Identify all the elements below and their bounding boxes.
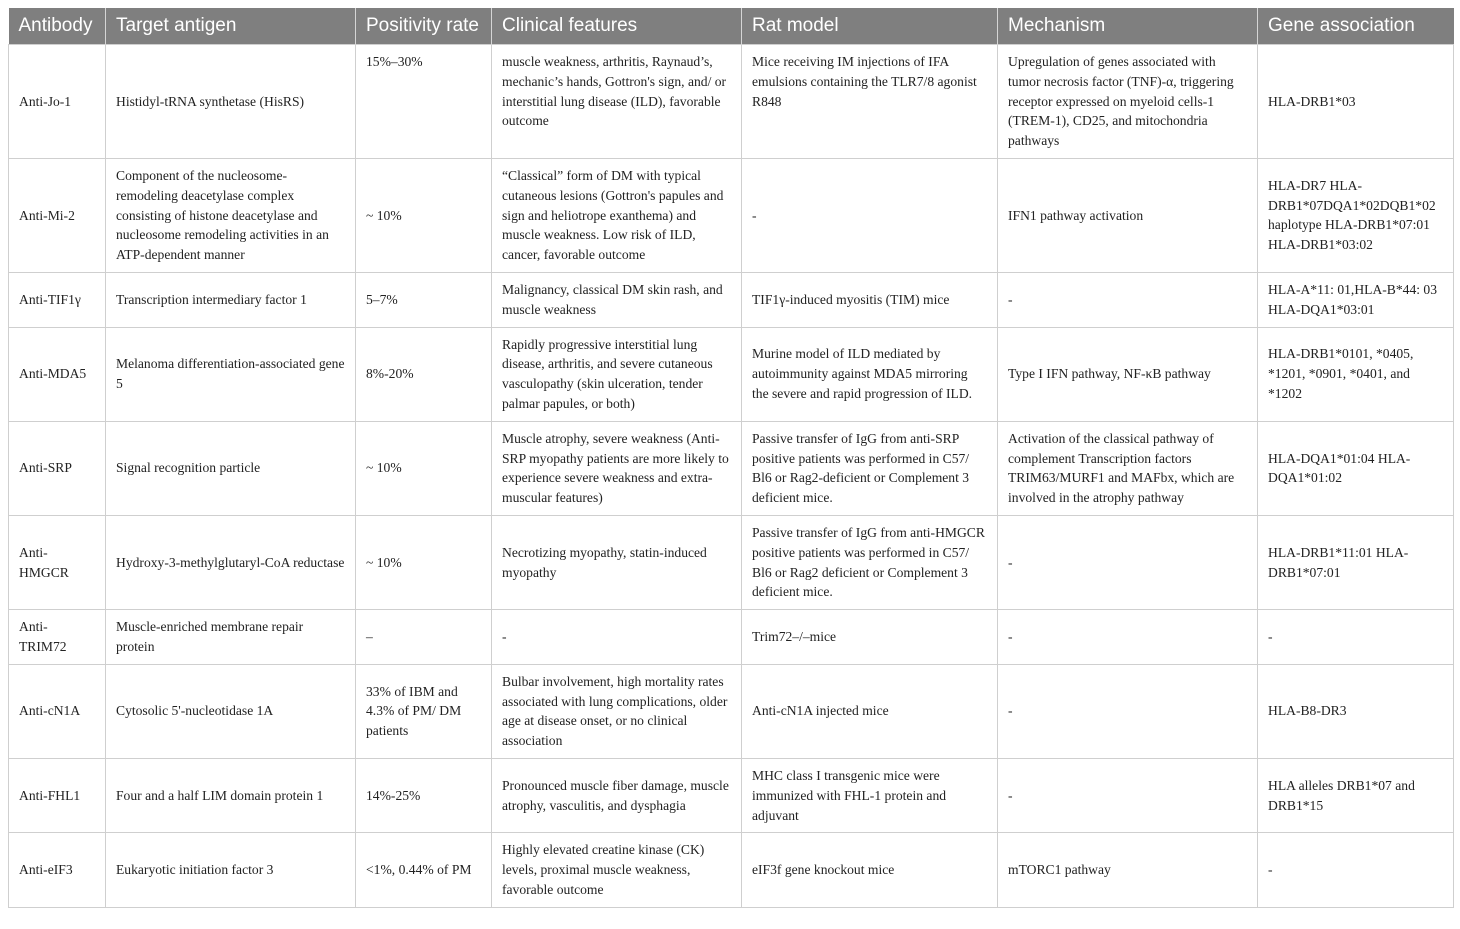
cell-rat-model: Passive transfer of IgG from anti-SRP positive patients was performed in C57/ Bl6 or Rag2-deficient or Complement 3 deficient mice. bbox=[742, 421, 998, 515]
cell-clinical-features: Rapidly progressive interstitial lung disease, arthritis, and severe cutaneous vasculopathy (skin ulceration, tender palmar papules, or both) bbox=[492, 327, 742, 421]
table-row bbox=[9, 833, 1454, 907]
cell-positivity-rate: 8%-20% bbox=[356, 327, 492, 421]
cell-positivity-rate: 5–7% bbox=[356, 272, 492, 327]
cell-gene-association: - bbox=[1258, 610, 1454, 665]
cell-antibody: Anti-SRP bbox=[9, 421, 106, 515]
table-row bbox=[9, 327, 1454, 421]
cell-clinical-features: Bulbar involvement, high mortality rates associated with lung complications, older age at disease onset, or no clinical association bbox=[492, 664, 742, 758]
cell-gene-association: HLA-DRB1*03 bbox=[1258, 45, 1454, 159]
cell-gene-association: - bbox=[1258, 833, 1454, 907]
cell-clinical-features: Highly elevated creatine kinase (CK) levels, proximal muscle weakness, favorable outcome bbox=[492, 833, 742, 907]
table-row bbox=[9, 610, 1454, 665]
cell-positivity-rate: <1%, 0.44% of PM bbox=[356, 833, 492, 907]
cell-antibody: Anti-Jo-1 bbox=[9, 45, 106, 159]
cell-gene-association: HLA-B8-DR3 bbox=[1258, 664, 1454, 758]
table-row bbox=[9, 158, 1454, 272]
cell-positivity-rate: ~ 10% bbox=[356, 158, 492, 272]
cell-target-antigen: Hydroxy-3-methylglutaryl-CoA reductase bbox=[106, 515, 356, 609]
table-row bbox=[9, 664, 1454, 758]
cell-positivity-rate: ~ 10% bbox=[356, 421, 492, 515]
cell-mechanism: - bbox=[998, 272, 1258, 327]
cell-clinical-features: Malignancy, classical DM skin rash, and muscle weakness bbox=[492, 272, 742, 327]
table-row bbox=[9, 45, 1454, 159]
antibody-table bbox=[8, 8, 1454, 908]
cell-positivity-rate: 14%-25% bbox=[356, 758, 492, 832]
cell-positivity-rate: 33% of IBM and 4.3% of PM/ DM patients bbox=[356, 664, 492, 758]
cell-clinical-features: muscle weakness, arthritis, Raynaud’s, mechanic’s hands, Gottron's sign, and/ or interstitial lung disease (ILD), favorable outcome bbox=[492, 45, 742, 159]
header-mechanism: Mechanism bbox=[998, 8, 1258, 45]
header-clinical-features: Clinical features bbox=[492, 8, 742, 45]
cell-gene-association: HLA-DRB1*0101, *0405, *1201, *0901, *0401, and *1202 bbox=[1258, 327, 1454, 421]
cell-gene-association: HLA-DRB1*11:01 HLA-DRB1*07:01 bbox=[1258, 515, 1454, 609]
table-row bbox=[9, 421, 1454, 515]
cell-target-antigen: Histidyl-tRNA synthetase (HisRS) bbox=[106, 45, 356, 159]
cell-rat-model: MHC class I transgenic mice were immunized with FHL-1 protein and adjuvant bbox=[742, 758, 998, 832]
cell-mechanism: mTORC1 pathway bbox=[998, 833, 1258, 907]
antibody-table-container bbox=[8, 8, 1453, 908]
cell-antibody: Anti-FHL1 bbox=[9, 758, 106, 832]
cell-antibody: Anti-eIF3 bbox=[9, 833, 106, 907]
table-row bbox=[9, 515, 1454, 609]
cell-antibody: Anti-MDA5 bbox=[9, 327, 106, 421]
cell-gene-association: HLA-A*11: 01,HLA-B*44: 03 HLA-DQA1*03:01 bbox=[1258, 272, 1454, 327]
header-row bbox=[9, 8, 1454, 45]
cell-target-antigen: Eukaryotic initiation factor 3 bbox=[106, 833, 356, 907]
cell-mechanism: Type I IFN pathway, NF-κB pathway bbox=[998, 327, 1258, 421]
cell-clinical-features: - bbox=[492, 610, 742, 665]
cell-gene-association: HLA-DR7 HLA-DRB1*07DQA1*02DQB1*02 haplotype HLA-DRB1*07:01 HLA-DRB1*03:02 bbox=[1258, 158, 1454, 272]
cell-clinical-features: Necrotizing myopathy, statin-induced myopathy bbox=[492, 515, 742, 609]
cell-positivity-rate: 15%–30% bbox=[356, 45, 492, 159]
cell-mechanism: Upregulation of genes associated with tumor necrosis factor (TNF)-α, triggering receptor expressed on myeloid cells-1 (TREM-1), CD25, and mitochondria pathways bbox=[998, 45, 1258, 159]
cell-target-antigen: Four and a half LIM domain protein 1 bbox=[106, 758, 356, 832]
cell-target-antigen: Transcription intermediary factor 1 bbox=[106, 272, 356, 327]
header-target-antigen: Target antigen bbox=[106, 8, 356, 45]
cell-clinical-features: Muscle atrophy, severe weakness (Anti-SRP myopathy patients are more likely to experience severe weakness and extra-muscular features) bbox=[492, 421, 742, 515]
cell-target-antigen: Cytosolic 5'-nucleotidase 1A bbox=[106, 664, 356, 758]
cell-mechanism: - bbox=[998, 758, 1258, 832]
header-rat-model: Rat model bbox=[742, 8, 998, 45]
cell-mechanism: IFN1 pathway activation bbox=[998, 158, 1258, 272]
header-antibody: Antibody bbox=[9, 8, 106, 45]
cell-antibody: Anti-TRIM72 bbox=[9, 610, 106, 665]
cell-antibody: Anti-Mi-2 bbox=[9, 158, 106, 272]
cell-antibody: Anti-TIF1γ bbox=[9, 272, 106, 327]
cell-rat-model: TIF1γ-induced myositis (TIM) mice bbox=[742, 272, 998, 327]
cell-mechanism: Activation of the classical pathway of complement Transcription factors TRIM63/MURF1 and MAFbx, which are involved in the atrophy pathway bbox=[998, 421, 1258, 515]
cell-antibody: Anti-HMGCR bbox=[9, 515, 106, 609]
cell-positivity-rate: ~ 10% bbox=[356, 515, 492, 609]
cell-rat-model: Anti-cN1A injected mice bbox=[742, 664, 998, 758]
cell-gene-association: HLA alleles DRB1*07 and DRB1*15 bbox=[1258, 758, 1454, 832]
cell-rat-model: Mice receiving IM injections of IFA emulsions containing the TLR7/8 agonist R848 bbox=[742, 45, 998, 159]
cell-rat-model: Passive transfer of IgG from anti-HMGCR positive patients was performed in C57/ Bl6 or Rag2 deficient or Complement 3 deficient mice. bbox=[742, 515, 998, 609]
table-row bbox=[9, 758, 1454, 832]
cell-positivity-rate: – bbox=[356, 610, 492, 665]
cell-clinical-features: Pronounced muscle fiber damage, muscle atrophy, vasculitis, and dysphagia bbox=[492, 758, 742, 832]
cell-target-antigen: Signal recognition particle bbox=[106, 421, 356, 515]
cell-target-antigen: Component of the nucleosome-remodeling deacetylase complex consisting of histone deacetylase and nucleosome remodeling activities in an ATP-dependent manner bbox=[106, 158, 356, 272]
cell-mechanism: - bbox=[998, 610, 1258, 665]
cell-clinical-features: “Classical” form of DM with typical cutaneous lesions (Gottron's papules and sign and heliotrope exanthema) and muscle weakness. Low risk of ILD, cancer, favorable outcome bbox=[492, 158, 742, 272]
cell-mechanism: - bbox=[998, 664, 1258, 758]
cell-gene-association: HLA-DQA1*01:04 HLA-DQA1*01:02 bbox=[1258, 421, 1454, 515]
table-row bbox=[9, 272, 1454, 327]
header-positivity-rate: Positivity rate bbox=[356, 8, 492, 45]
cell-target-antigen: Melanoma differentiation-associated gene 5 bbox=[106, 327, 356, 421]
cell-rat-model: Murine model of ILD mediated by autoimmunity against MDA5 mirroring the severe and rapid progression of ILD. bbox=[742, 327, 998, 421]
header-gene-association: Gene association bbox=[1258, 8, 1454, 45]
cell-mechanism: - bbox=[998, 515, 1258, 609]
cell-rat-model: - bbox=[742, 158, 998, 272]
cell-target-antigen: Muscle-enriched membrane repair protein bbox=[106, 610, 356, 665]
cell-rat-model: eIF3f gene knockout mice bbox=[742, 833, 998, 907]
cell-antibody: Anti-cN1A bbox=[9, 664, 106, 758]
cell-rat-model: Trim72–/–mice bbox=[742, 610, 998, 665]
